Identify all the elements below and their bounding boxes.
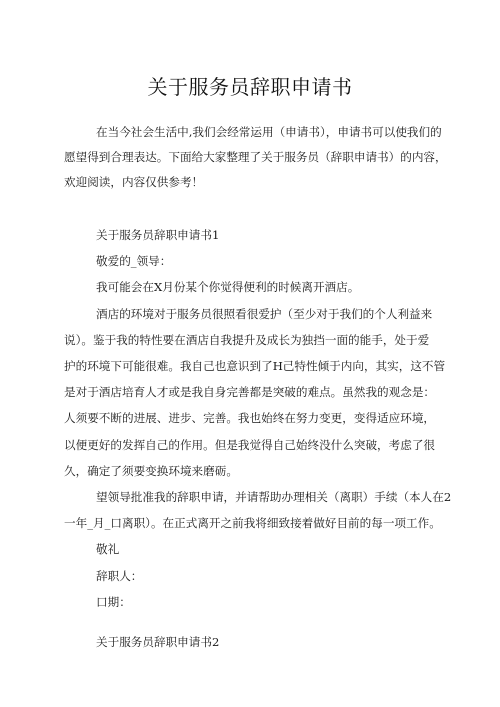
- letter1-paragraph-2-line: 护的环境下可能很难。我自己也意识到了H己特性倾于内向，其实，这不管: [64, 359, 446, 374]
- page-title: 关于服务员辞职申请书: [147, 75, 353, 99]
- letter1-signature-label: 辞职人：: [96, 568, 143, 583]
- letter1-paragraph-2-line: 人须要不断的进展、进步、完善。我也始终在努力变更，变得适应环境，: [64, 411, 436, 426]
- intro-line: 在当今社会生活中,我们会经常运用（申请书），申请书可以使我们的: [96, 125, 442, 139]
- letter2-heading: 关于服务员辞职申请书2: [96, 635, 220, 650]
- letter1-paragraph-2-line: 说）。鉴于我的特性要在酒店自我提升及成长为独挡一面的能手，处于爱: [64, 332, 430, 347]
- letter1-paragraph-2-line: 以便更好的发挥自己的作用。但是我觉得自己始终没什么突破，考虑了很: [64, 437, 436, 452]
- letter1-paragraph-2-line: 酒店的环境对于服务员很照看很爱护（至少对于我们的个人利益来: [96, 306, 433, 321]
- intro-line: 欢迎阅读，内容仅供参考！: [64, 175, 204, 189]
- letter1-paragraph-2-line: 久，确定了须要变换环境来磨砺。: [64, 463, 238, 478]
- letter1-paragraph-3-line: 望领导批准我的辞职申请，并请帮助办理相关（离职）手续（本人在2: [96, 490, 452, 505]
- intro-line: 愿望得到合理表达。下面给大家整理了关于服务员（辞职申请书）的内容，: [64, 150, 447, 164]
- letter1-paragraph-1: 我可能会在X月份某个你觉得便利的时候离开酒店。: [96, 280, 360, 295]
- letter1-heading: 关于服务员辞职申请书1: [96, 228, 220, 242]
- intro-paragraph: [64, 120, 447, 195]
- letter1-salutation: 敬爱的_领导：: [96, 254, 172, 269]
- letter1-paragraph-2-line: 是对于酒店培育人才或是我自身完善都是突破的难点。虽然我的观念是：: [64, 385, 436, 400]
- letter1-closing: 敬礼: [96, 542, 120, 557]
- letter1-date-label: 口期：: [96, 594, 131, 609]
- section-gap: [64, 615, 438, 629]
- letter-body: [64, 222, 452, 655]
- letter1-paragraph-3-line: 一年_月_口离职）。在正式离开之前我将细致接着做好目前的每一项工作。: [64, 516, 441, 531]
